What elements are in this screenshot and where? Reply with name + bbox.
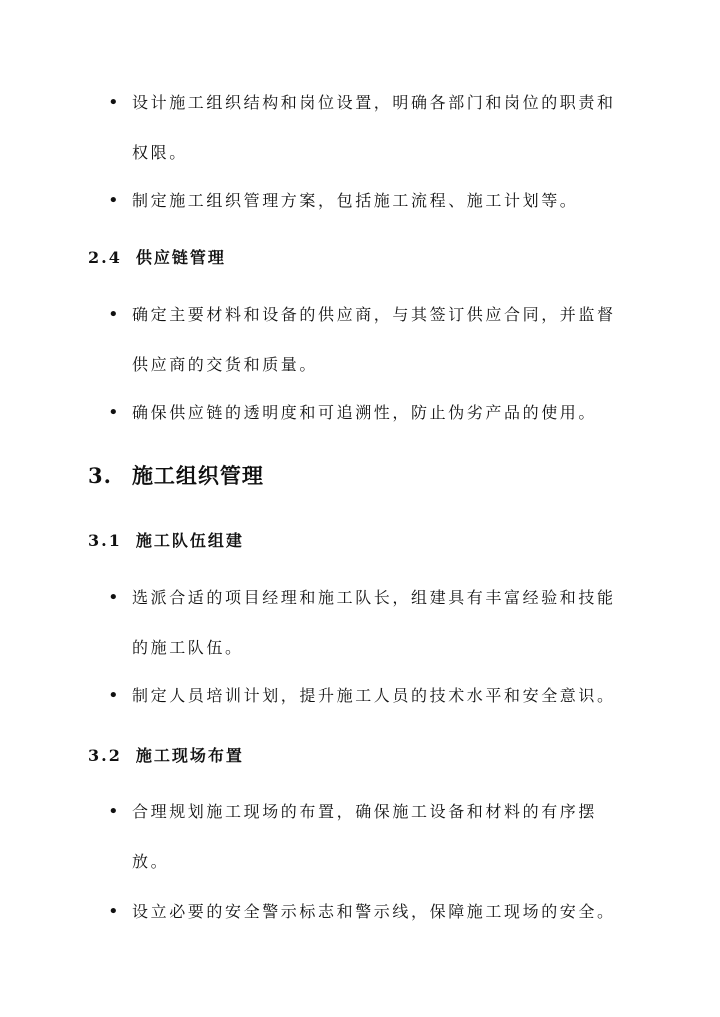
- section-number: 2.4: [88, 248, 122, 267]
- list-item-text: 合理规划施工现场的布置，确保施工设备和材料的有序摆放。: [132, 802, 598, 871]
- section-heading-3-2: [88, 743, 244, 766]
- bullet-icon: •: [108, 190, 119, 211]
- list-item-text: 制定施工组织管理方案，包括施工流程、施工计划等。: [132, 191, 579, 210]
- list-item-text: 确保供应链的透明度和可追溯性，防止伪劣产品的使用。: [132, 403, 598, 422]
- list-item-text: 确定主要材料和设备的供应商，与其签订供应合同，并监督供应商的交货和质量。: [132, 305, 616, 374]
- bullet-icon: •: [108, 402, 119, 423]
- section-title: 施工现场布置: [135, 746, 244, 765]
- section-heading-2-4: [88, 245, 226, 268]
- section-heading-3-1: [88, 528, 244, 551]
- section-title: 施工队伍组建: [135, 531, 244, 550]
- list-item-text: 制定人员培训计划，提升施工人员的技术水平和安全意识。: [132, 686, 616, 705]
- list-item-text: 设立必要的安全警示标志和警示线，保障施工现场的安全。: [132, 902, 616, 921]
- section-number: 3.2: [88, 746, 122, 765]
- section-number: 3.: [88, 463, 112, 488]
- bullet-icon: •: [108, 801, 119, 822]
- bullet-icon: •: [108, 587, 119, 608]
- bullet-icon: •: [108, 92, 119, 113]
- section-title: 供应链管理: [135, 248, 226, 267]
- bullet-icon: •: [108, 901, 119, 922]
- section-title: 施工组织管理: [131, 463, 264, 488]
- bullet-icon: •: [108, 685, 119, 706]
- section-number: 3.1: [88, 531, 122, 550]
- bullet-icon: •: [108, 304, 119, 325]
- list-item-text: 选派合适的项目经理和施工队长，组建具有丰富经验和技能的施工队伍。: [132, 588, 616, 657]
- list-item-text: 设计施工组织结构和岗位设置，明确各部门和岗位的职责和权限。: [132, 93, 616, 162]
- section-heading-3: [88, 460, 264, 490]
